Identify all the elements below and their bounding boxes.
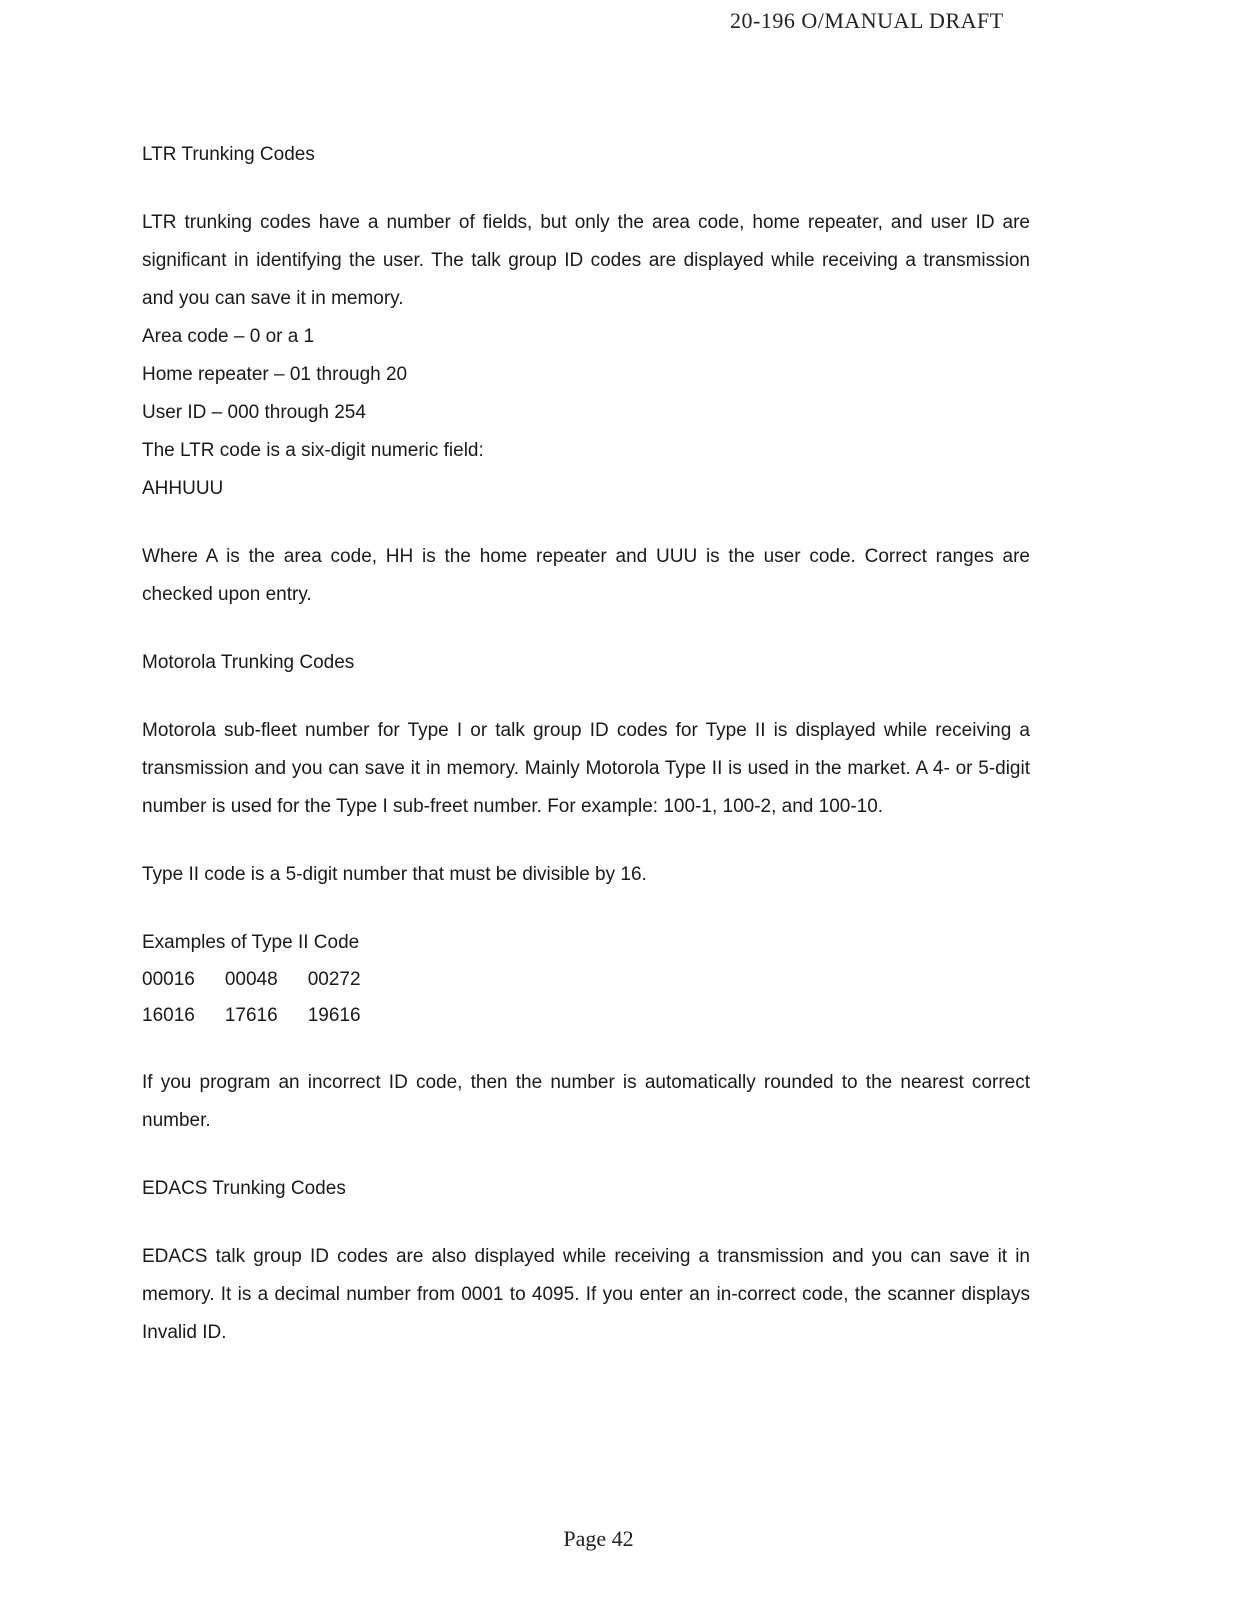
page-header: 20-196 O/MANUAL DRAFT (730, 8, 1004, 33)
edacs-heading: EDACS Trunking Codes (142, 1178, 346, 1199)
motorola-examples-title: Examples of Type II Code (142, 932, 360, 953)
motorola-incorrect: If you program an incorrect ID code, then the number is automatically rounded to the nearest correct number. (142, 1072, 1030, 1131)
table-cell: 00016 (142, 969, 195, 990)
motorola-type2: Type II code is a 5-digit number that must be divisible by 16. (142, 864, 647, 885)
motorola-intro: Motorola sub-fleet number for Type I or talk group ID codes for Type II is displayed while receiving a transmission and you can save it in memory. Mainly Motorola Type II is used in the market. A 4- or 5-digit number is used for the Type I sub-freet number. For example: 100-1, 100-2, and 100-10. (142, 720, 1030, 817)
ltr-where: Where A is the area code, HH is the home repeater and UUU is the user code. Correct ranges are checked upon entry. (142, 546, 1030, 605)
table-row (142, 998, 391, 1034)
table-cell: 16016 (142, 1005, 195, 1026)
ltr-intro: LTR trunking codes have a number of fields, but only the area code, home repeater, and user ID are significant in identifying the user. The talk group ID codes are displayed while receiving a transmission and you can save it in memory. (142, 212, 1030, 309)
ltr-field-desc: The LTR code is a six-digit numeric field: (142, 440, 484, 461)
ltr-area-code: Area code – 0 or a 1 (142, 326, 315, 347)
ltr-heading: LTR Trunking Codes (142, 144, 315, 165)
type2-examples-table (142, 962, 391, 1034)
table-row (142, 962, 391, 998)
motorola-heading: Motorola Trunking Codes (142, 652, 355, 673)
table-cell: 00272 (307, 969, 361, 990)
edacs-body: EDACS talk group ID codes are also displayed while receiving a transmission and you can save it in memory. It is a decimal number from 0001 to 4095. If you enter an in-correct code, the scanner displays Invalid ID. (142, 1246, 1030, 1343)
ltr-user-id: User ID – 000 through 254 (142, 402, 366, 423)
ltr-home-repeater: Home repeater – 01 through 20 (142, 364, 408, 385)
table-cell: 19616 (307, 1005, 361, 1026)
document-body (142, 136, 1030, 1352)
ltr-format: AHHUUU (142, 478, 224, 499)
page-number: Page 42 (563, 1526, 634, 1551)
table-cell: 00048 (224, 969, 278, 990)
table-cell: 17616 (224, 1005, 278, 1026)
